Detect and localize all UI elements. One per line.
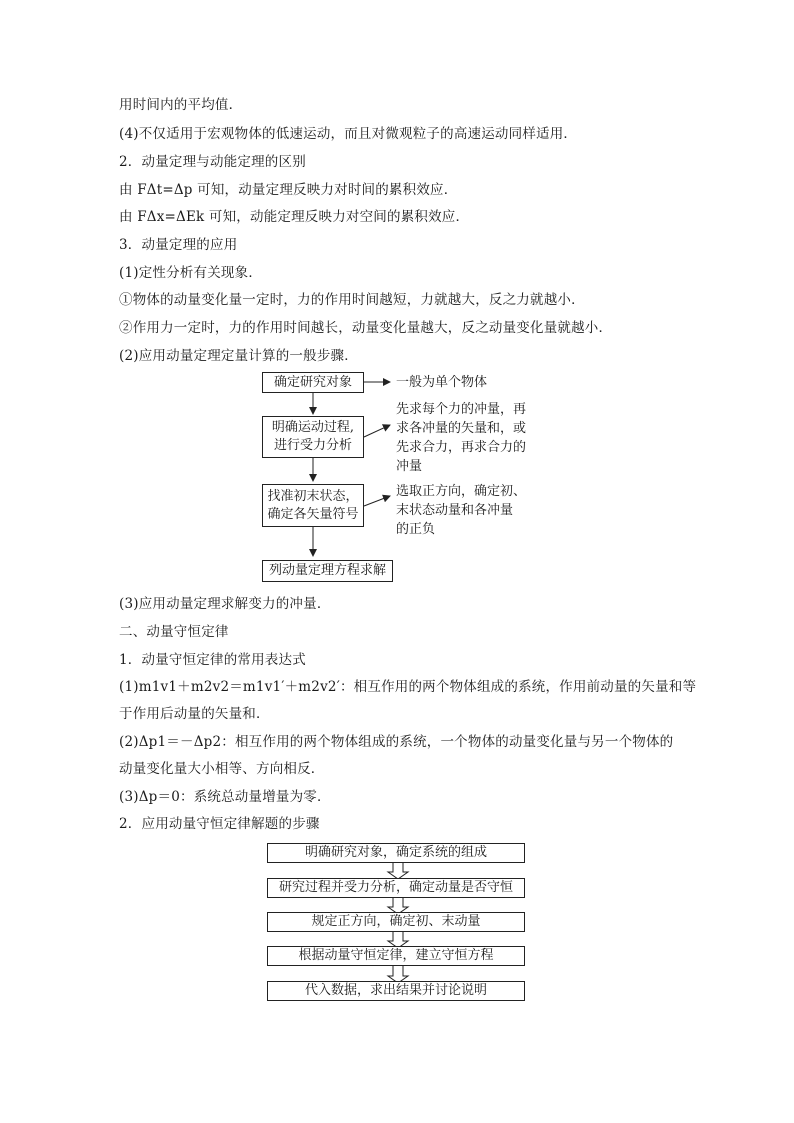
formula-momentum-theorem: 由 FΔt=Δp 可知，动量定理反映力对时间的累积效应．	[119, 182, 458, 198]
flow1-note-impulse-3: 先求合力，再求合力的	[396, 440, 527, 455]
paragraph-variable-force: (3)应用动量定理求解变力的冲量．	[119, 596, 331, 612]
expression-3: (3)Δp＝0：系统总动量增量为零．	[119, 789, 331, 805]
paragraph-item-1: ①物体的动量变化量一定时，力的作用时间越短，力就越大，反之力就越小．	[119, 292, 585, 308]
section-heading-conservation: 二、动量守恒定律	[119, 624, 229, 640]
expression-1-line-2: 于作用后动量的矢量和．	[119, 706, 270, 722]
flow1-note-impulse-1: 先求每个力的冲量，再	[396, 402, 527, 417]
section-heading-2: 2．动量定理与动能定理的区别	[119, 154, 306, 170]
paragraph-qualitative: (1)定性分析有关现象．	[119, 265, 263, 281]
expression-2-line-1: (2)Δp1＝－Δp2：相互作用的两个物体组成的系统，一个物体的动量变化量与另一个物体的	[119, 734, 674, 750]
paragraph-point-4: (4)不仅适用于宏观物体的低速运动，而且对微观粒子的高速运动同样适用．	[119, 126, 578, 142]
flow2-step-substitute-discuss: 代入数据，求出结果并讨论说明	[267, 981, 525, 1001]
expression-2-line-2: 动量变化量大小相等、方向相反．	[119, 761, 325, 777]
flow1-note-impulse-4: 冲量	[396, 459, 423, 474]
flow2-step-build-equation: 根据动量守恒定律，建立守恒方程	[267, 946, 525, 966]
flow1-note-direction-1: 选取正方向，确定初、	[396, 484, 527, 499]
flow1-note-impulse-2: 求各冲量的矢量和，或	[396, 421, 527, 436]
paragraph-item-2: ②作用力一定时，力的作用时间越长，动量变化量越大，反之动量变化量就越小．	[119, 320, 613, 336]
flow2-step-define-direction: 规定正方向，确定初、末动量	[267, 912, 525, 932]
subheading-expressions: 1．动量守恒定律的常用表达式	[119, 652, 306, 668]
formula-kinetic-energy-theorem: 由 FΔx=ΔEk 可知，动能定理反映力对空间的累积效应．	[119, 209, 470, 225]
expression-1-line-1: (1)m1v1＋m2v2＝m1v1′＋m2v2′：相互作用的两个物体组成的系统，作用前动量的矢量和等	[119, 679, 697, 695]
paragraph-continuation: 用时间内的平均值．	[119, 97, 243, 113]
flow1-step-states-signs: 找准初末状态， 确定各矢量符号	[262, 484, 364, 527]
flow2-step-identify-system: 明确研究对象，确定系统的组成	[267, 843, 525, 863]
flow1-note-direction-2: 末状态动量和各冲量	[396, 503, 514, 518]
paragraph-quantitative: (2)应用动量定理定量计算的一般步骤．	[119, 348, 358, 364]
flow1-step-identify-object: 确定研究对象	[262, 372, 364, 393]
flow1-step-process-analysis: 明确运动过程, 进行受力分析	[262, 416, 364, 458]
flow1-step-solve-equation: 列动量定理方程求解	[262, 560, 393, 582]
subheading-steps: 2．应用动量守恒定律解题的步骤	[119, 816, 320, 832]
flow1-note-single-object: 一般为单个物体	[396, 375, 488, 390]
flow2-step-check-conservation: 研究过程并受力分析，确定动量是否守恒	[267, 878, 525, 898]
flow1-note-direction-3: 的正负	[396, 522, 436, 537]
section-heading-3: 3．动量定理的应用	[119, 237, 238, 253]
